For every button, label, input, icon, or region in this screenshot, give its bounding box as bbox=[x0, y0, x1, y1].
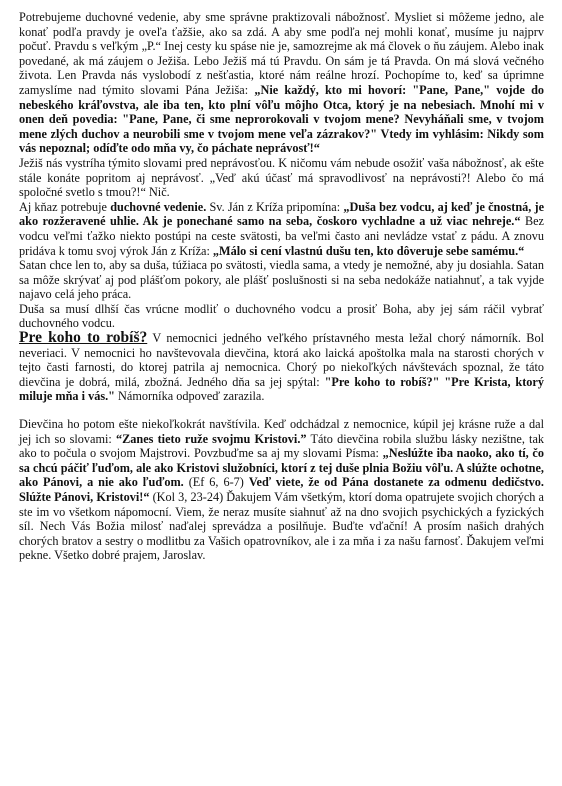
bold-text-run: „Duša bez vodcu, aj keď je čnostná, je ako rozžeravené uhlie. Ak je ponechané samo na seba, čoskoro vychladne a už viac nehreje.“ bbox=[19, 199, 545, 229]
text-run: Potrebujeme duchovné vedenie, aby sme správne praktizovali nábožnosť. Mysliet si môžeme jedno, ale konať podľa pravdy je oveľa ťažšie, ako sa zdá. A aby sme podľa nej mohli konať, musíme ju najprv počuť. Pravdu s veľkým „P.“ Inej cesty ku spáse nie je, samozrejme ak má človek o ňu záujem. Alebo inak povedané, ak má záujem o Ježiša. Lebo Ježiš má tú Pravdu. On sám je tá Pravda. On má slová večného života. Len Pravda nás vyslobodí z nešťastia, ktoré nám reálne hrozí. Pochopíme to, keď sa úprimne zamyslíme nad týmito slovami Pána Ježiša: bbox=[19, 10, 544, 97]
text-run: Sv. Ján z Kríža pripomína: bbox=[206, 199, 344, 214]
bold-text-run: “Zanes tieto ruže svojmu Kristovi.” bbox=[115, 431, 307, 446]
text-run: (Ef 6, 6-7) bbox=[183, 475, 249, 490]
text-run: Satan chce len to, aby sa duša, túžiaca po svätosti, viedla sama, a vtedy je nemožné, aby ju dosiahla. Satan sa môže skrývať aj pod plášťom pokory, ale plášť poslušnosti si na seba nedokáže natiahnuť, a tak vyjde najavo celá jeho práca. bbox=[19, 258, 544, 302]
paragraph-gap bbox=[19, 404, 544, 417]
bold-text-run: duchovné vedenie. bbox=[110, 199, 207, 214]
paragraph-story bbox=[19, 331, 544, 404]
text-run: Táto dievčina robila službu lásky nezištne, tak ako to počula o svojom Majstrovi. Povzbuďme sa aj my slovami Písma: bbox=[19, 431, 545, 461]
bold-text-run: Veď viete, že od Pána dostanete za odmenu dedičstvo. Slúžte Pánovi, Kristovi!“ bbox=[19, 475, 544, 504]
text-run: Námorníka odpoveď zarazila. bbox=[114, 389, 265, 404]
text-run: Dievčina ho potom ešte niekoľkokrát navštívila. Keď odchádzal z nemocnice, kúpil jej krásne ruže a dal jej ich so slovami: bbox=[19, 417, 544, 446]
section-heading: Pre koho to robíš? bbox=[19, 329, 148, 347]
paragraph-spiritual-guidance bbox=[19, 10, 544, 156]
text-run: Duša sa musí dlhší čas vrúcne modliť o duchovného vodcu a prosiť Boha, aby jej sám ráčil vybrať duchovného vodcu. bbox=[19, 301, 544, 331]
bold-text-run: „Neslúžte iba naoko, ako tí, čo sa chcú páčiť ľuďom, ale ako Kristovi služobníci, ktorí z tej duše plnia Božiu vôľu. A slúžte ochotne, ako Pánovi, a nie ako ľuďom. bbox=[19, 446, 544, 490]
text-run: (Kol 3, 23-24) Ďakujem Vám všetkým, ktorí doma opatrujete svojich chorých a ste im vo všetkom nápomocní. Viem, že neraz musíte siahnuť až na dno svojich psychických a fyzických síl. Nech Vás Božia milosť naďalej sprevádza a posilňuje. Buďte vďační! A prosím našich drahých chorých bratov a sestry o modlitbu za Vašich opatrovníkov, ale i za mňa i za našu farnosť. Ďakujem veľmi pekne. Všetko dobré prajem, Jaroslav. bbox=[19, 490, 544, 563]
bold-text-run: „Málo si cení vlastnú dušu ten, kto dôveruje sebe samému.“ bbox=[212, 243, 525, 258]
paragraph-pray-for-guide bbox=[19, 302, 544, 331]
bold-text-run: „Nie každý, kto mi hovorí: "Pane, Pane," vojde do nebeského kráľovstva, ale iba ten, kto plní vôľu môjho Otca, ktorý je na nebesiach. Mnohí mi v onen deň povedia: "Pane, Pane, či sme neprorokovali v tvojom mene? Nevyháňali sme, v tvojom mene zlých duchov a neurobili sme v tvojom mene veľa zázrakov?" Vtedy im vyhlásim: Nikdy som vás nepoznal; odíďte odo mňa vy, čo páchate neprávosť!“ bbox=[19, 82, 545, 156]
text-run: Aj kňaz potrebuje bbox=[19, 199, 111, 214]
paragraph-satan bbox=[19, 258, 544, 302]
bold-text-run: "Pre koho to robíš?" "Pre Krista, ktorý miluje mňa i vás." bbox=[19, 374, 544, 404]
paragraph-roses bbox=[19, 417, 544, 563]
text-run: Ježiš nás vystríha týmito slovami pred neprávosťou. K ničomu vám nebude osožiť vaša nábožnosť, ak ešte stále konáte popritom aj neprávosť. „Veď akú účasť má spravodlivosť na neprávosti?! Alebo čo má spoločné svetlo s tmou?!“ Nič. bbox=[19, 155, 544, 200]
paragraph-priest-guidance bbox=[19, 200, 544, 258]
text-run: V nemocnici jedného veľkého prístavného mesta ležal chorý námorník. Bol neveriaci. V nemocnici ho navštevovala dievčina, ktorá ako laická apoštolka mala na starosti chorých v tejto časti farnosti, do ktorej patrila aj nemocnica. Chorý po niekoľkých návštevách spoznal, že táto dievčina je dobrá, milá, zbožná. Jedného dňa sa jej spýtal: bbox=[19, 331, 544, 389]
paragraph-warning-iniquity bbox=[19, 156, 544, 200]
text-run: Bez vodcu veľmi ťažko niekto postúpi na ceste svätosti, ba veľmi často ani nevládze vstať z pádu. A znovu pridáva k tomu svoj výrok Ján z Kríža: bbox=[19, 214, 544, 258]
